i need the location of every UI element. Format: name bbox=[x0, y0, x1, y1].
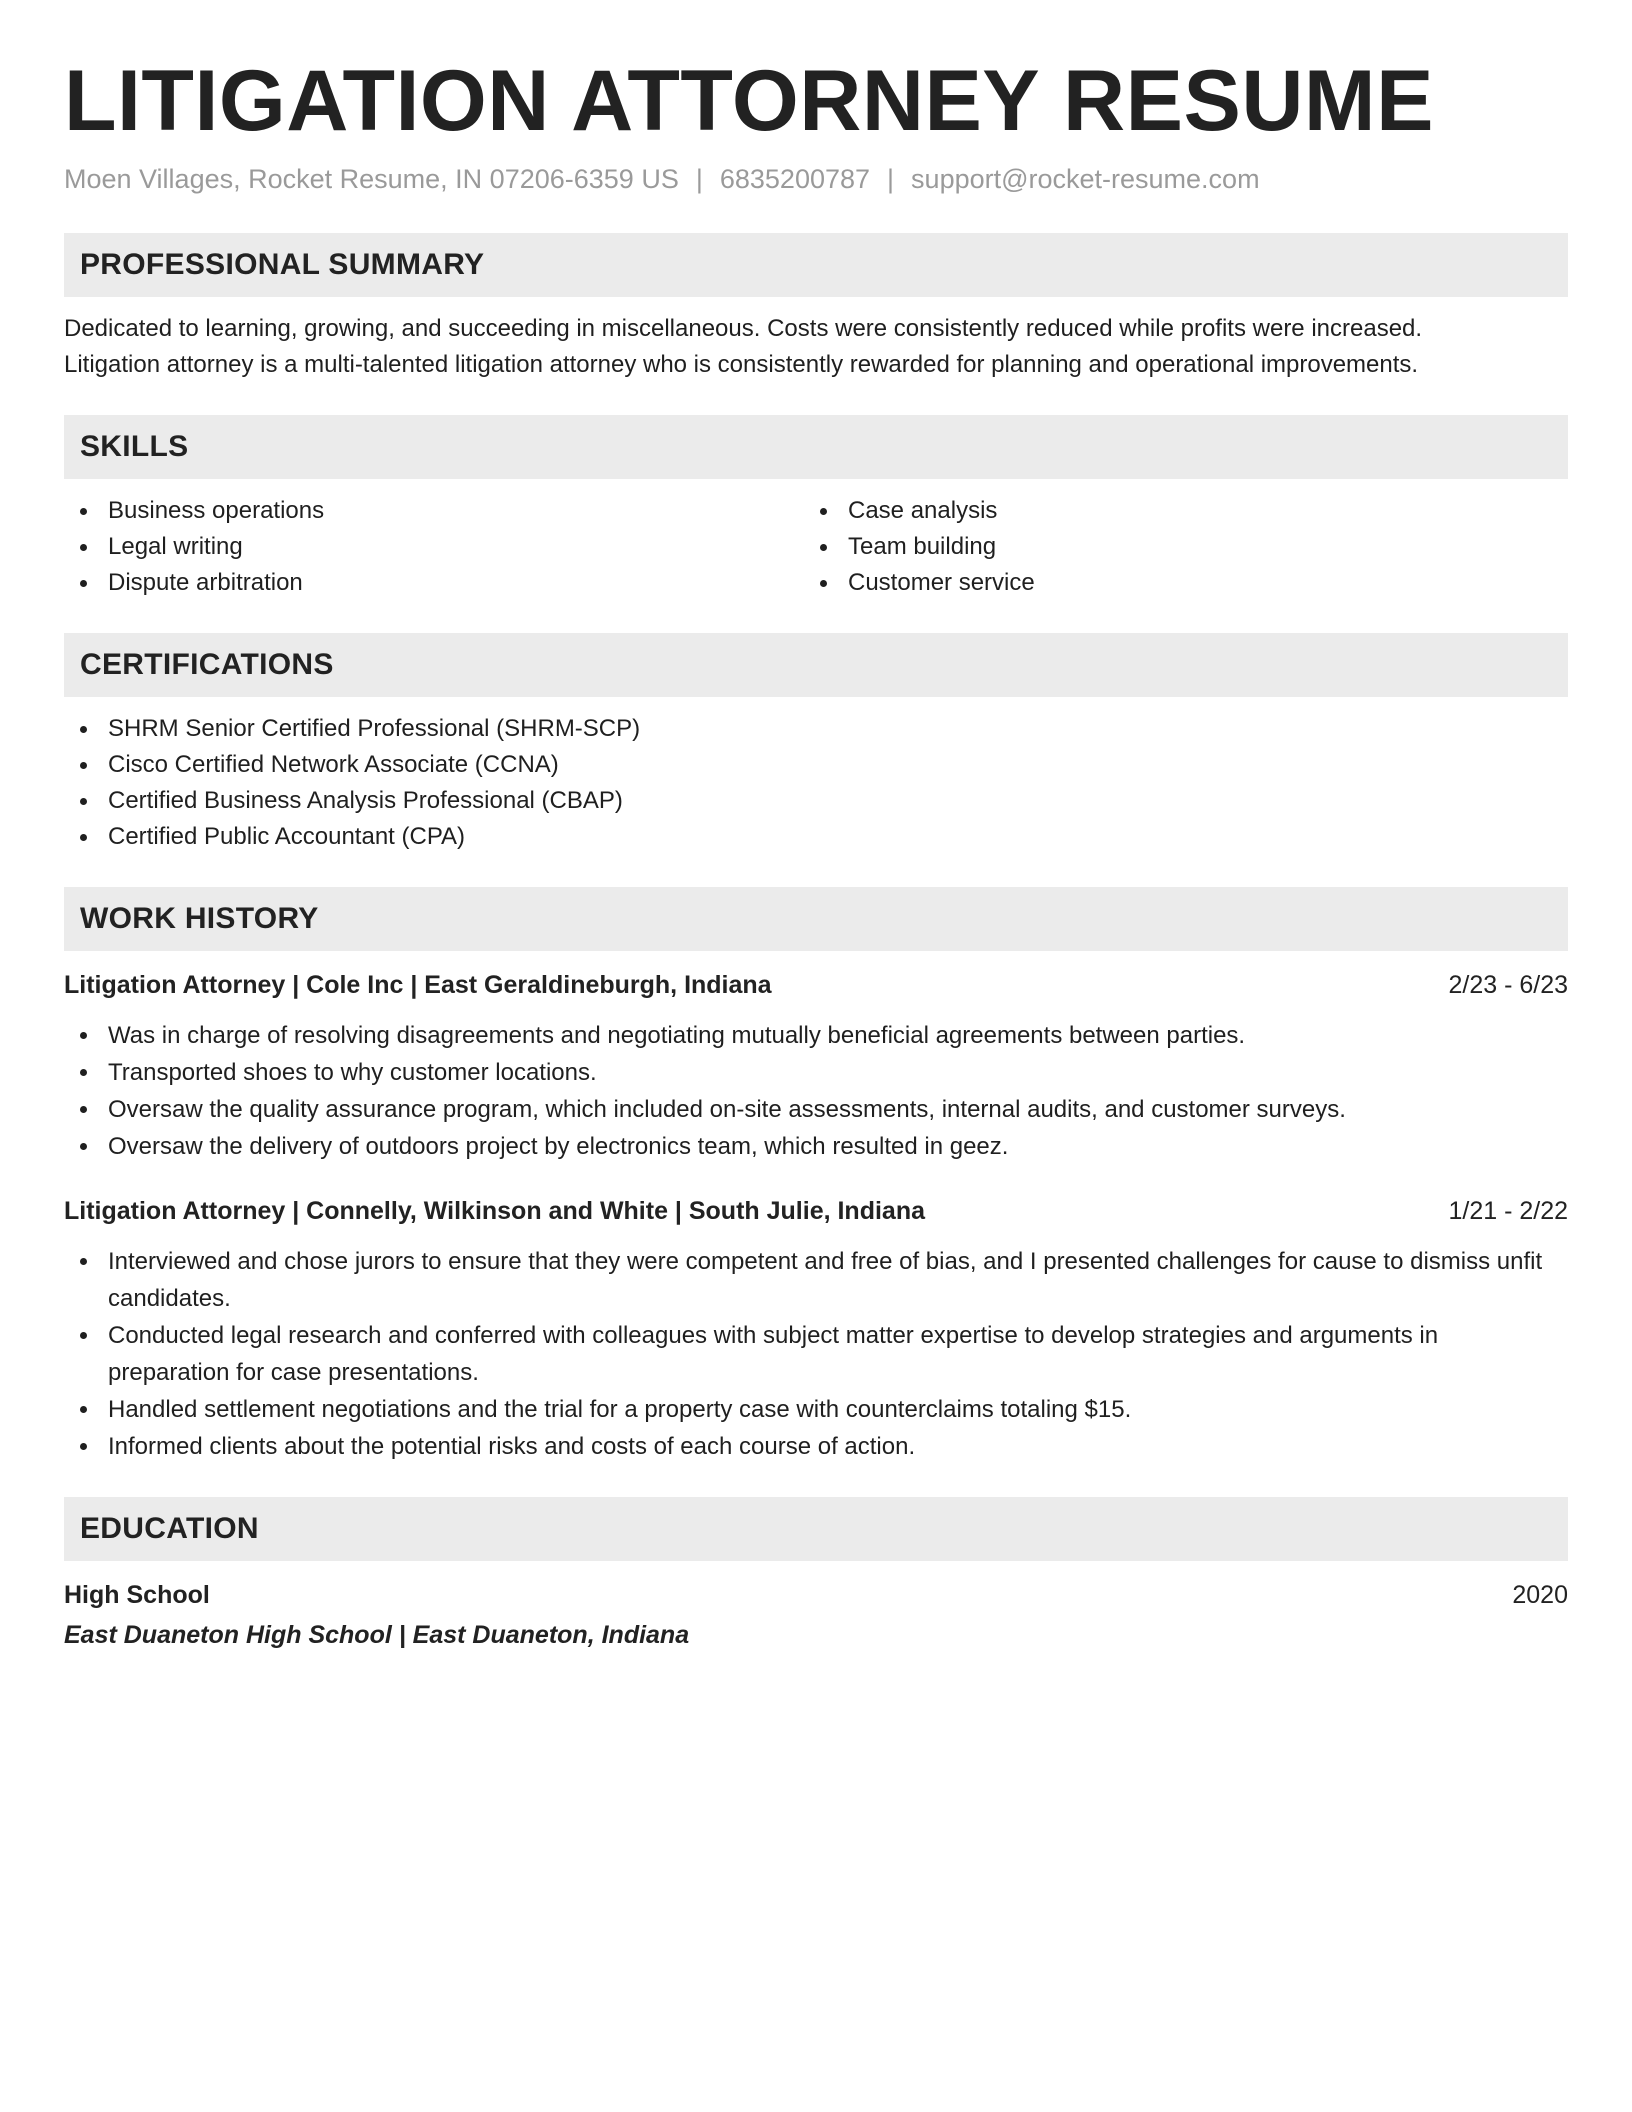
resume-title: LITIGATION ATTORNEY RESUME bbox=[64, 53, 1434, 149]
job-dates: 2/23 - 6/23 bbox=[1448, 971, 1568, 1000]
skill-item: Dispute arbitration bbox=[64, 565, 804, 601]
job-bullet: Informed clients about the potential risks and costs of each course of action. bbox=[64, 1428, 1548, 1465]
job-entry bbox=[64, 967, 1568, 1165]
job-bullet: Was in charge of resolving disagreements and negotiating mutually beneficial agreements between parties. bbox=[64, 1017, 1568, 1054]
job-bullets bbox=[64, 1243, 1568, 1465]
education-entry bbox=[64, 1577, 1568, 1653]
skill-item: Customer service bbox=[804, 565, 1544, 601]
contact-email: support@rocket-resume.com bbox=[911, 164, 1260, 195]
skills-column-right bbox=[804, 493, 1544, 601]
certification-item: SHRM Senior Certified Professional (SHRM-SCP) bbox=[64, 711, 1568, 747]
job-bullet: Conducted legal research and conferred with colleagues with subject matter expertise to develop strategies and arguments in preparation for case presentations. bbox=[64, 1317, 1548, 1391]
certification-item: Certified Public Accountant (CPA) bbox=[64, 819, 1568, 855]
job-header bbox=[64, 1193, 1568, 1229]
certification-item: Certified Business Analysis Professional (CBAP) bbox=[64, 783, 1568, 819]
job-bullet: Oversaw the quality assurance program, which included on-site assessments, internal audits, and customer surveys. bbox=[64, 1091, 1568, 1128]
certifications-list bbox=[64, 711, 1568, 855]
job-bullet: Oversaw the delivery of outdoors project by electronics team, which resulted in geez. bbox=[64, 1128, 1568, 1165]
education-year: 2020 bbox=[1512, 1581, 1568, 1610]
section-heading-work-history: WORK HISTORY bbox=[64, 887, 1568, 951]
contact-line bbox=[64, 164, 1568, 195]
contact-address: Moen Villages, Rocket Resume, IN 07206-6359 US bbox=[64, 164, 679, 195]
job-title: Litigation Attorney | Connelly, Wilkinson and White | South Julie, Indiana bbox=[64, 1197, 925, 1226]
job-bullets bbox=[64, 1017, 1568, 1165]
skill-item: Team building bbox=[804, 529, 1544, 565]
contact-separator: | bbox=[695, 164, 703, 195]
section-heading-education: EDUCATION bbox=[64, 1497, 1568, 1561]
section-heading-summary: PROFESSIONAL SUMMARY bbox=[64, 233, 1568, 297]
skill-item: Business operations bbox=[64, 493, 804, 529]
education-degree: High School bbox=[64, 1581, 210, 1610]
certification-item: Cisco Certified Network Associate (CCNA) bbox=[64, 747, 1568, 783]
job-dates: 1/21 - 2/22 bbox=[1448, 1197, 1568, 1226]
job-bullet: Interviewed and chose jurors to ensure that they were competent and free of bias, and I presented challenges for cause to dismiss unfit candidates. bbox=[64, 1243, 1548, 1317]
job-header bbox=[64, 967, 1568, 1003]
summary-line: Dedicated to learning, growing, and succeeding in miscellaneous. Costs were consistently reduced while profits were increased. bbox=[64, 315, 1423, 343]
section-heading-skills: SKILLS bbox=[64, 415, 1568, 479]
job-entry bbox=[64, 1193, 1568, 1465]
contact-phone: 6835200787 bbox=[719, 164, 871, 195]
skill-item: Case analysis bbox=[804, 493, 1544, 529]
job-bullet: Transported shoes to why customer locations. bbox=[64, 1054, 1568, 1091]
job-bullet: Handled settlement negotiations and the trial for a property case with counterclaims totaling $15. bbox=[64, 1391, 1548, 1428]
skills-column-left bbox=[64, 493, 804, 601]
summary-text bbox=[64, 311, 1568, 383]
education-header bbox=[64, 1577, 1568, 1613]
section-heading-certifications: CERTIFICATIONS bbox=[64, 633, 1568, 697]
skill-item: Legal writing bbox=[64, 529, 804, 565]
contact-separator: | bbox=[887, 164, 895, 195]
job-title: Litigation Attorney | Cole Inc | East Geraldineburgh, Indiana bbox=[64, 971, 772, 1000]
summary-line: Litigation attorney is a multi-talented litigation attorney who is consistently rewarded for planning and operational improvements. bbox=[64, 351, 1419, 379]
education-school: East Duaneton High School | East Duaneton, Indiana bbox=[64, 1621, 690, 1650]
skills-grid bbox=[64, 493, 1568, 601]
